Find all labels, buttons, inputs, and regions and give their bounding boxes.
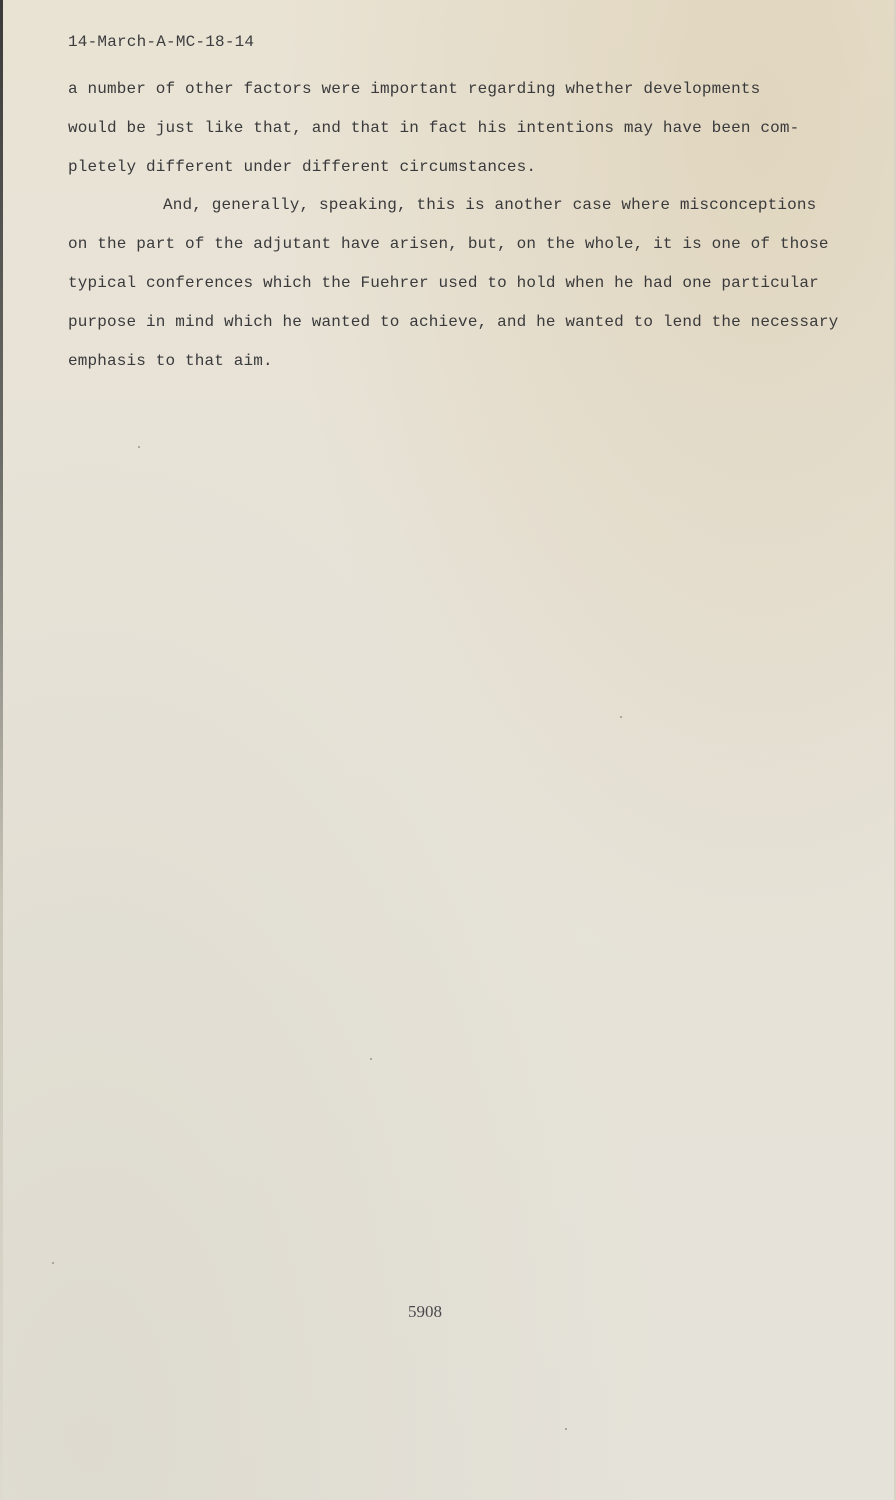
text-line: a number of other factors were important regarding whether developments [68, 80, 761, 98]
page-edge-shadow [0, 0, 3, 1500]
text-line: purpose in mind which he wanted to achieve, and he wanted to lend the necessary [68, 312, 839, 331]
text-line: typical conferences which the Fuehrer used to hold when he had one particular [68, 273, 819, 292]
paper-speck [565, 1428, 567, 1430]
document-body [68, 70, 848, 380]
paper-speck [370, 1058, 372, 1060]
text-line: emphasis to that aim. [68, 351, 273, 370]
text-line: on the part of the adjutant have arisen, but, on the whole, it is one of those [68, 235, 829, 254]
document-header: 14-March-A-MC-18-14 [68, 33, 255, 51]
page-number: 5908 [408, 1302, 442, 1321]
paper-speck [52, 1262, 54, 1264]
text-line: And, generally, speaking, this is another case where misconceptions [163, 196, 817, 215]
paragraph-1 [68, 70, 848, 186]
text-line: would be just like that, and that in fact his intentions may have been com- [68, 118, 800, 137]
text-line: pletely different under different circumstances. [68, 157, 537, 176]
paper-speck [620, 716, 622, 718]
paper-speck [138, 446, 140, 448]
paragraph-2 [68, 186, 848, 380]
